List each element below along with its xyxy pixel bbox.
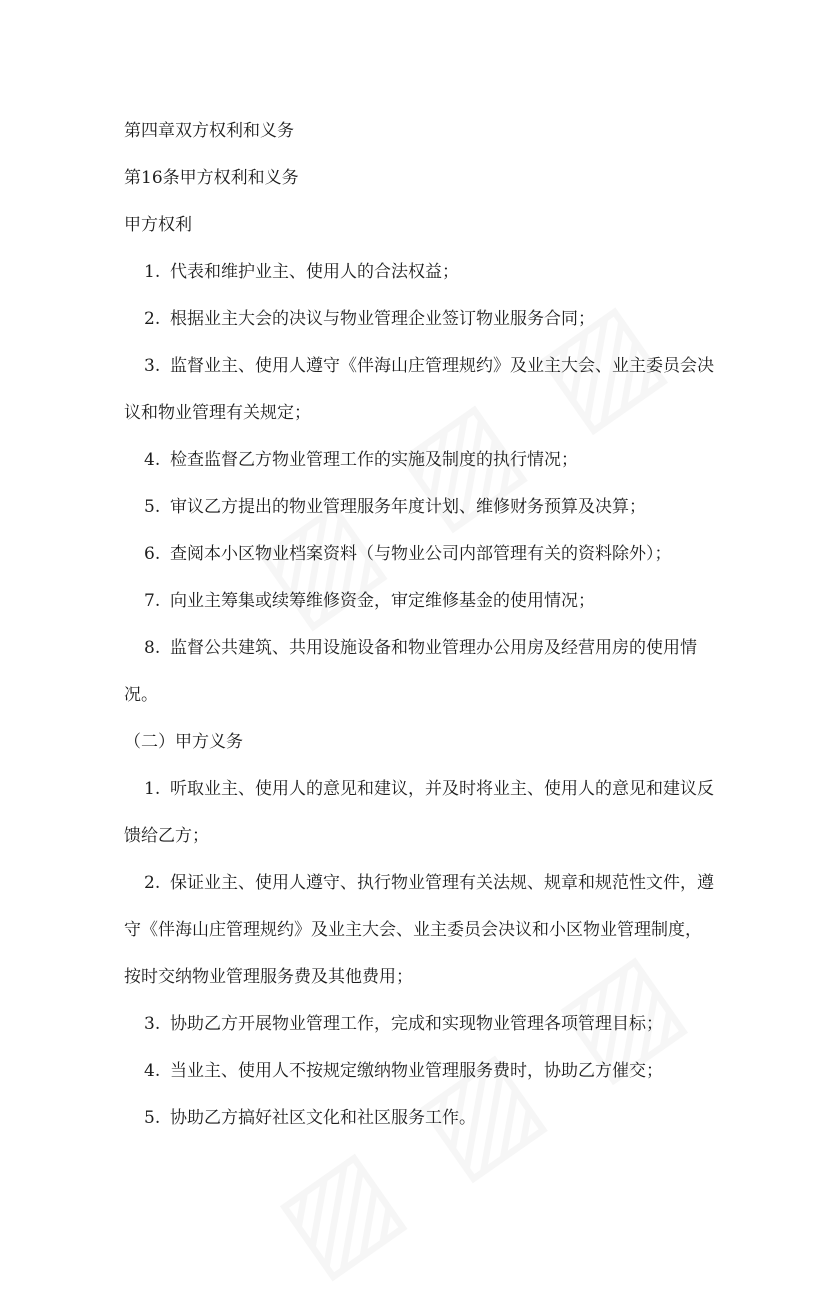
list-text: 听取业主、使用人的意见和建议，并及时将业主、使用人的意见和建议反 [170, 779, 714, 799]
list-number: 4. [144, 450, 161, 470]
rights-list [124, 249, 714, 719]
rights-item-line [124, 625, 714, 672]
duties-item-line [124, 1001, 714, 1048]
list-text: 保证业主、使用人遵守、执行物业管理有关法规、规章和规范性文件，遵 [170, 873, 714, 893]
rights-item [124, 578, 714, 625]
list-text: 当业主、使用人不按规定缴纳物业管理服务费时，协助乙方催交； [170, 1061, 663, 1081]
list-text: 向业主筹集或续筹维修资金，审定维修基金的使用情况； [170, 591, 595, 611]
duties-item [124, 860, 714, 1001]
list-number: 2. [144, 309, 161, 329]
list-number: 5. [144, 497, 161, 517]
article-heading: 第16条甲方权利和义务 [124, 168, 299, 188]
rights-item-line [124, 484, 714, 531]
list-text: 检查监督乙方物业管理工作的实施及制度的执行情况； [170, 450, 578, 470]
list-number: 3. [144, 356, 161, 376]
duties-item-line [124, 1048, 714, 1095]
duties-item [124, 1048, 714, 1095]
rights-item-line [124, 390, 714, 437]
duties-list [124, 766, 714, 1142]
duties-item [124, 766, 714, 860]
duties-item-line [124, 766, 714, 813]
list-number: 6. [144, 544, 161, 564]
list-text: 审议乙方提出的物业管理服务年度计划、维修财务预算及决算； [170, 497, 646, 517]
list-text: 查阅本小区物业档案资料（与物业公司内部管理有关的资料除外）； [170, 544, 672, 564]
duties-heading: （二）甲方义务 [124, 732, 243, 752]
list-text: 监督公共建筑、共用设施设备和物业管理办公用房及经营用房的使用情 [170, 638, 697, 658]
list-number: 1. [144, 779, 161, 799]
list-number: 8. [144, 638, 161, 658]
duties-item [124, 1095, 714, 1142]
list-number: 3. [144, 1014, 161, 1034]
duties-item-line [124, 813, 714, 860]
list-text: 代表和维护业主、使用人的合法权益； [170, 262, 459, 282]
list-text: 议和物业管理有关规定； [124, 403, 311, 423]
rights-heading: 甲方权利 [124, 215, 192, 235]
duties-item-line [124, 907, 714, 954]
rights-item [124, 343, 714, 437]
list-text: 协助乙方开展物业管理工作，完成和实现物业管理各项管理目标； [170, 1014, 663, 1034]
list-number: 5. [144, 1108, 161, 1128]
rights-item [124, 484, 714, 531]
rights-item [124, 296, 714, 343]
list-text: 根据业主大会的决议与物业管理企业签订物业服务合同； [170, 309, 595, 329]
rights-item [124, 531, 714, 578]
rights-item [124, 625, 714, 719]
duties-item-line [124, 860, 714, 907]
rights-item-line [124, 578, 714, 625]
rights-item [124, 249, 714, 296]
list-number: 4. [144, 1061, 161, 1081]
chapter-heading: 第四章双方权利和义务 [124, 121, 294, 141]
rights-item-line [124, 296, 714, 343]
duties-item-line [124, 1095, 714, 1142]
list-text: 况。 [124, 685, 158, 705]
rights-item-line [124, 672, 714, 719]
rights-item-line [124, 249, 714, 296]
list-text: 协助乙方搞好社区文化和社区服务工作。 [170, 1108, 476, 1128]
document-body [124, 108, 714, 1142]
list-text: 馈给乙方； [124, 826, 209, 846]
rights-item-line [124, 343, 714, 390]
list-text: 守《伴海山庄管理规约》及业主大会、业主委员会决议和小区物业管理制度， [124, 920, 702, 940]
duties-item-line [124, 954, 714, 1001]
list-text: 监督业主、使用人遵守《伴海山庄管理规约》及业主大会、业主委员会决 [170, 356, 714, 376]
list-number: 1. [144, 262, 161, 282]
list-text: 按时交纳物业管理服务费及其他费用； [124, 967, 413, 987]
rights-item-line [124, 531, 714, 578]
list-number: 2. [144, 873, 161, 893]
duties-item [124, 1001, 714, 1048]
list-number: 7. [144, 591, 161, 611]
rights-item-line [124, 437, 714, 484]
rights-item [124, 437, 714, 484]
